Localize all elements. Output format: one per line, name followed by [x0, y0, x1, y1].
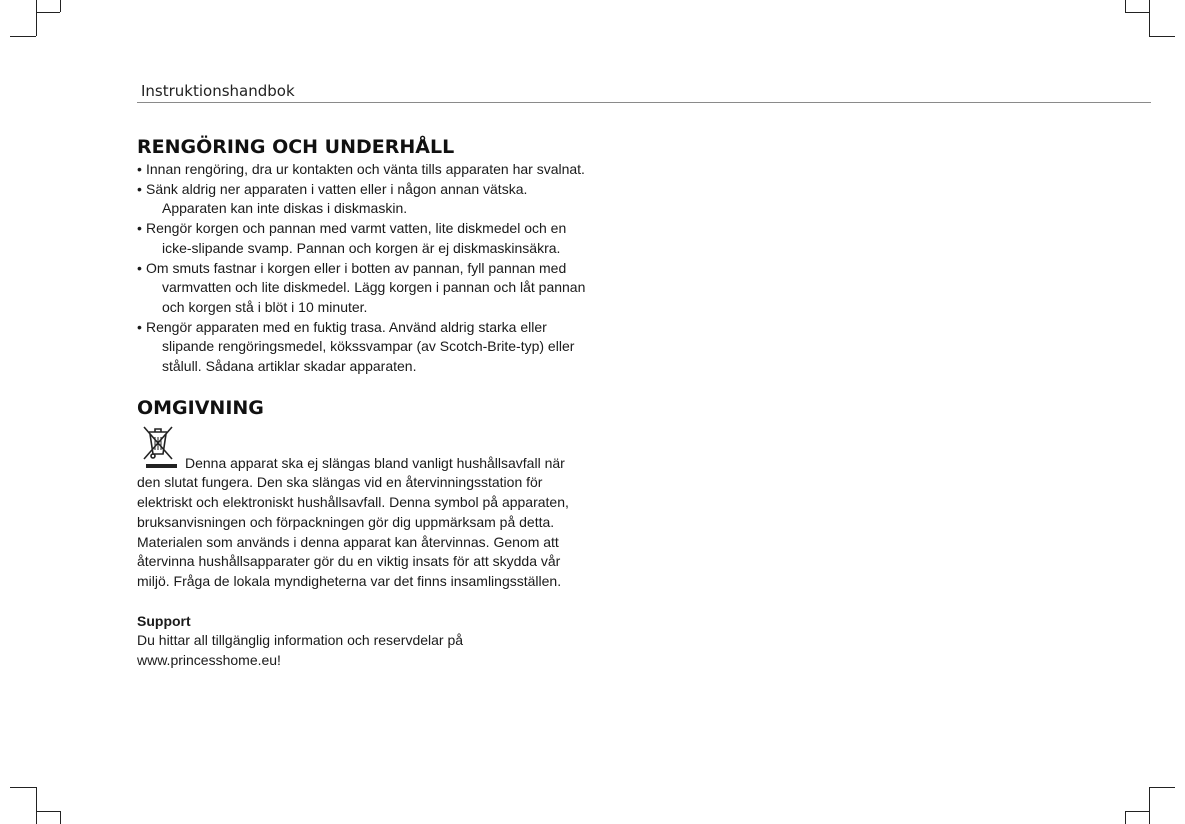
list-item: • Rengör apparaten med en fuktig trasa. Använd aldrig starka eller slipande rengöringsmedel, kökssvampar (av Scotch-Brite-typ) eller stålull. Sådana artiklar skadar apparaten. [137, 318, 575, 375]
list-item: • Rengör korgen och pannan med varmt vatten, lite diskmedel och en icke-slipande svamp. Pannan och korgen är ej diskmaskinsäkra. [137, 220, 567, 256]
support-text: Du hittar all tillgänglig information och reservdelar på www.princesshome.eu! [137, 632, 464, 669]
list-item: • Sänk aldrig ner apparaten i vatten eller i någon annan vätska. Apparaten kan inte diskas i diskmaskin. [137, 180, 528, 217]
header-rule [137, 102, 1151, 103]
running-header: Instruktionshandbok [141, 82, 295, 100]
environment-text: Denna apparat ska ej slängas bland vanligt hushållsavfall när den slutat fungera. Den ska slängas vid en återvinningsstation för elektriskt och elektroniskt hushållsavfall. Denna symbol på apparaten, bruksanvisningen och förpackningen gör dig uppmärksam på detta. Materialen som används i denna apparat kan återvinnas. Genom att återvinna hushållsapparater gör du en viktig insats för att skydda vår miljö. Fråga de lokala myndigheterna var det finns insamlingsställen. [137, 454, 569, 589]
cleaning-heading: RENGÖRING OCH UNDERHÅLL [137, 136, 455, 158]
cleaning-list [137, 160, 587, 377]
environment-heading: OMGIVNING [137, 396, 264, 419]
list-item: • Om smuts fastnar i korgen eller i botten av pannan, fyll pannan med varmvatten och lite diskmedel. Lägg korgen i pannan och låt pannan och korgen stå i blöt i 10 minuter. [137, 259, 586, 315]
support-heading: Support [137, 612, 191, 629]
page-content [137, 134, 587, 671]
list-item: • Innan rengöring, dra ur kontakten och vänta tills apparaten har svalnat. [137, 161, 585, 177]
